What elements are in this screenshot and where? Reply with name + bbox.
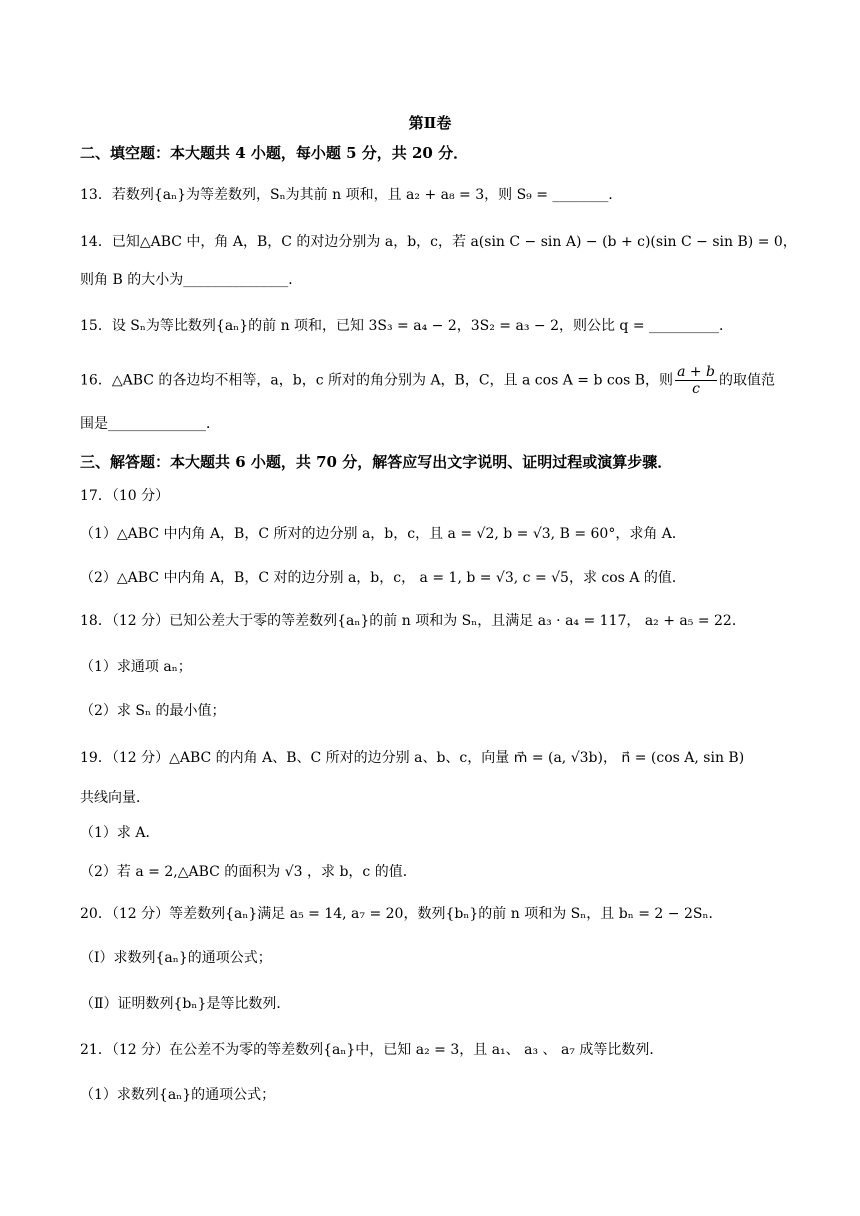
question-20-head: 20．（12 分）等差数列{aₙ}满足 a₅ = 14, a₇ = 20，数列{bₙ}的前 n 项和为 Sₙ，且 bₙ = 2 − 2Sₙ．	[80, 906, 723, 922]
question-13: 13．若数列{aₙ}为等差数列，Sₙ为其前 n 项和，且 a₂ + a₈ = 3，则 S₉ = ________．	[80, 187, 623, 203]
question-18-part2: （2）求 Sₙ 的最小值；	[80, 703, 226, 719]
question-19-line2: 共线向量．	[80, 790, 150, 806]
question-19-part2: （2）若 a = 2,△ABC 的面积为 √3 ，求 b，c 的值．	[80, 864, 417, 880]
question-16-text-b: 的取值范	[719, 372, 776, 389]
fraction-denominator: c	[692, 381, 700, 397]
question-21-head: 21．（12 分）在公差不为零的等差数列{aₙ}中，已知 a₂ = 3，且 a₁、 a₃ 、 a₇ 成等比数列．	[80, 1042, 664, 1058]
question-18-head: 18．（12 分）已知公差大于零的等差数列{aₙ}的前 n 项和为 Sₙ，且满足 a₃ · a₄ = 117， a₂ + a₅ = 22．	[80, 613, 746, 629]
section-solutions: 三、解答题：本大题共 6 小题，共 70 分，解答应写出文字说明、证明过程或演算步骤．	[80, 453, 673, 471]
question-21-part1: （1）求数列{aₙ}的通项公式；	[80, 1087, 276, 1103]
question-14-line2: 则角 B 的大小为_______________．	[80, 272, 303, 288]
question-15: 15．设 Sₙ为等比数列{aₙ}的前 n 项和，已知 3S₃ = a₄ − 2，3S₂ = a₃ − 2，则公比 q = __________．	[80, 318, 734, 334]
question-16-line2: 围是______________．	[80, 416, 220, 432]
question-16-text-a: 16．△ABC 的各边均不相等，a，b，c 所对的角分别为 A，B，C，且 a cos A = b cos B，则	[80, 372, 674, 389]
section-fill-in: 二、填空题：本大题共 4 小题，每小题 5 分，共 20 分．	[80, 144, 469, 162]
question-17-part2: （2）△ABC 中内角 A，B，C 对的边分别 a，b，c， a = 1, b = √3, c = √5，求 cos A 的值．	[80, 570, 686, 586]
question-19-line1: 19．（12 分）△ABC 的内角 A、B、C 所对的边分别 a、b、c，向量 m⃗ = (a, √3b)， n⃗ = (cos A, sin B)	[80, 750, 745, 766]
question-20-part1: （Ⅰ）求数列{aₙ}的通项公式；	[80, 950, 272, 966]
fraction	[675, 364, 717, 397]
page-title: 第Ⅱ卷	[408, 114, 452, 132]
question-20-part2: （Ⅱ）证明数列{bₙ}是等比数列．	[80, 996, 291, 1012]
question-16-line1	[80, 364, 790, 397]
question-18-part1: （1）求通项 aₙ；	[80, 659, 192, 675]
fraction-numerator: a + b	[677, 364, 716, 380]
question-17-part1: （1）△ABC 中内角 A，B，C 所对的边分别 a，b，c，且 a = √2, b = √3, B = 60°，求角 A．	[80, 526, 686, 542]
question-17-head: 17．（10 分）	[80, 488, 170, 504]
question-14-line1: 14．已知△ABC 中，角 A，B，C 的对边分别为 a，b，c，若 a(sin C − sin A) − (b + c)(sin C − sin B) = 0，	[80, 234, 797, 250]
question-19-part1: （1）求 A．	[80, 825, 160, 841]
